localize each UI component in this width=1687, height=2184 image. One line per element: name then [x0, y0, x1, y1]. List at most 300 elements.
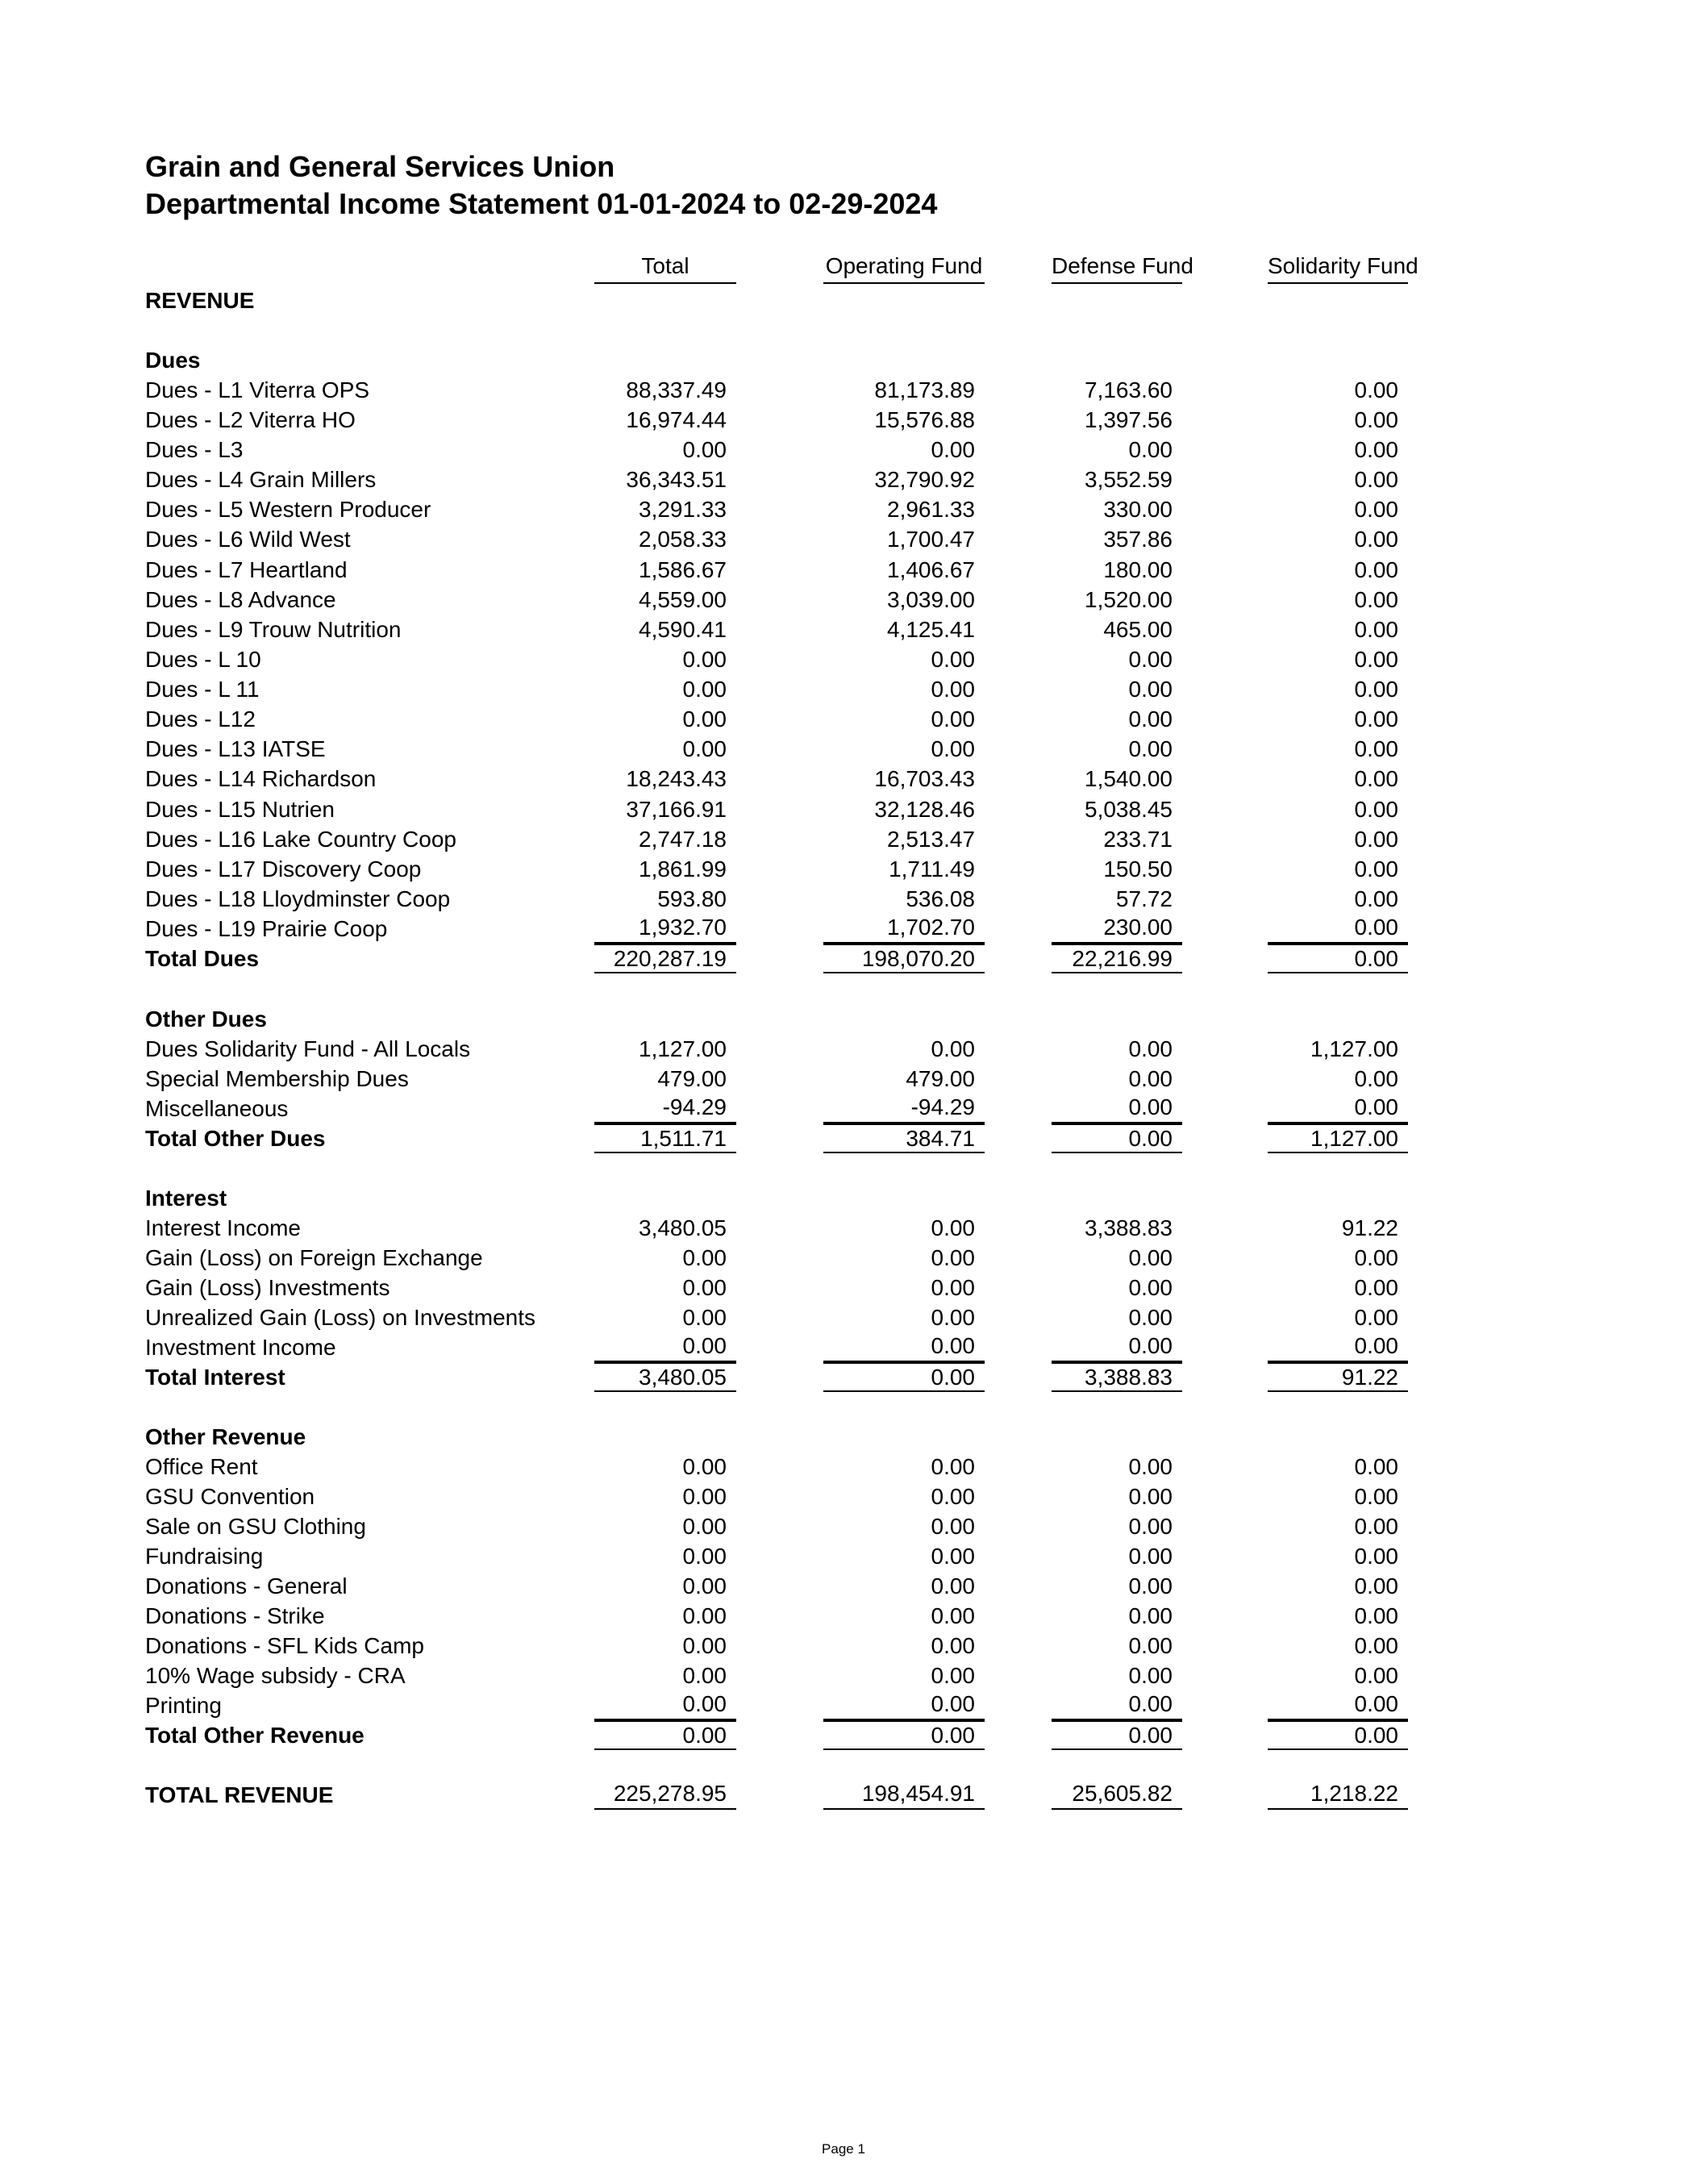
table-row [0, 1034, 1687, 1064]
cell-solidarity-fund [1268, 555, 1408, 585]
cell-value: 0.00 [1354, 557, 1398, 582]
table-row [0, 884, 1687, 914]
cell-value: 2,058.33 [639, 527, 727, 552]
cell-solidarity-fund [1268, 734, 1408, 764]
cell-value: 1,127.00 [639, 1036, 727, 1061]
cell-value: 0.00 [1354, 497, 1398, 522]
cell-value: 0.00 [1354, 1484, 1398, 1509]
cell-value: 3,291.33 [639, 497, 727, 522]
row-label: Dues - L3 [145, 437, 244, 462]
cell-defense-fund [1052, 1064, 1182, 1094]
cell-operating-fund [823, 405, 985, 435]
cell-defense-fund [1052, 644, 1182, 674]
cell-solidarity-fund [1268, 1452, 1408, 1482]
cell-value: 32,790.92 [874, 467, 975, 492]
row-label: REVENUE [145, 288, 255, 313]
cell-operating-fund [823, 1690, 985, 1720]
cell-operating-fund [823, 1273, 985, 1302]
cell-solidarity-fund [1268, 704, 1408, 734]
cell-value: 0.00 [1354, 1573, 1398, 1598]
cell-defense-fund [1052, 465, 1182, 494]
row-label: Dues - L 10 [145, 647, 261, 672]
cell-value: 0.00 [1354, 407, 1398, 432]
cell-value: 0.00 [1354, 617, 1398, 642]
cell-value: 3,480.05 [639, 1365, 727, 1390]
cell-operating-fund [823, 674, 985, 704]
row-label: 10% Wage subsidy - CRA [145, 1663, 406, 1688]
cell-total [594, 1452, 736, 1482]
cell-value: 0.00 [1354, 946, 1398, 971]
row-label: Total Other Dues [145, 1126, 326, 1151]
cell-value: 357.86 [1103, 527, 1173, 552]
cell-value: 0.00 [931, 1305, 975, 1330]
cell-solidarity-fund [1268, 824, 1408, 854]
cell-defense-fund [1052, 1690, 1182, 1720]
table-row [0, 1511, 1687, 1541]
cell-value: 88,337.49 [626, 377, 727, 402]
row-label: Dues - L4 Grain Millers [145, 467, 377, 492]
cell-value: 1,932.70 [639, 915, 727, 940]
cell-value: 0.00 [1354, 1066, 1398, 1091]
cell-value: 0.00 [1128, 1305, 1173, 1330]
table-row [0, 854, 1687, 884]
cell-total [594, 1780, 736, 1810]
cell-defense-fund [1052, 1332, 1182, 1362]
cell-value: 0.00 [1128, 1245, 1173, 1270]
cell-value: 233.71 [1103, 827, 1173, 852]
cell-total [594, 1123, 736, 1153]
cell-total [594, 1302, 736, 1332]
cell-defense-fund [1052, 1123, 1182, 1153]
cell-value: 0.00 [931, 1573, 975, 1598]
cell-value: 0.00 [1354, 1305, 1398, 1330]
cell-value: 0.00 [931, 1603, 975, 1628]
table-row [0, 1571, 1687, 1601]
cell-value: 1,218.22 [1310, 1781, 1398, 1806]
cell-value: 5,038.45 [1085, 797, 1173, 822]
row-label: Total Interest [145, 1365, 285, 1390]
cell-operating-fund [823, 644, 985, 674]
cell-value: 0.00 [1128, 1333, 1173, 1358]
cell-operating-fund [823, 1601, 985, 1631]
row-label: Dues - L7 Heartland [145, 557, 348, 582]
cell-solidarity-fund [1268, 1541, 1408, 1571]
cell-operating-fund [823, 1362, 985, 1392]
table-row [0, 1332, 1687, 1362]
row-label: Other Revenue [145, 1424, 306, 1449]
cell-value: 0.00 [931, 1365, 975, 1390]
cell-total [594, 1631, 736, 1661]
cell-operating-fund [823, 375, 985, 405]
cell-operating-fund [823, 1123, 985, 1153]
table-row [0, 794, 1687, 824]
cell-solidarity-fund [1268, 585, 1408, 615]
row-label: Gain (Loss) Investments [145, 1275, 390, 1300]
cell-defense-fund [1052, 435, 1182, 465]
cell-value: 0.00 [1354, 706, 1398, 731]
cell-value: 0.00 [931, 736, 975, 761]
cell-value: 1,586.67 [639, 557, 727, 582]
cell-value: 0.00 [1354, 827, 1398, 852]
cell-value: 0.00 [682, 1454, 727, 1479]
cell-solidarity-fund [1268, 794, 1408, 824]
row-label: TOTAL REVENUE [145, 1782, 334, 1807]
cell-solidarity-fund [1268, 674, 1408, 704]
table-row [0, 1243, 1687, 1273]
row-label: Dues - L18 Lloydminster Coop [145, 886, 451, 911]
cell-defense-fund [1052, 1601, 1182, 1631]
total-row [0, 1780, 1687, 1810]
cell-total [594, 435, 736, 465]
cell-defense-fund [1052, 524, 1182, 554]
report-subtitle: Departmental Income Statement 01-01-2024 to 02-29-2024 [145, 187, 938, 220]
cell-operating-fund [823, 1780, 985, 1810]
cell-defense-fund [1052, 854, 1182, 884]
cell-solidarity-fund [1268, 764, 1408, 794]
cell-value: 0.00 [931, 1245, 975, 1270]
cell-solidarity-fund [1268, 1273, 1408, 1302]
cell-value: 0.00 [682, 1544, 727, 1569]
table-row [0, 914, 1687, 944]
cell-solidarity-fund [1268, 1094, 1408, 1123]
cell-defense-fund [1052, 674, 1182, 704]
cell-value: 0.00 [931, 677, 975, 702]
cell-total [594, 1034, 736, 1064]
table-row [0, 1064, 1687, 1094]
column-header-operating-fund: Operating Fund [823, 253, 985, 284]
cell-value: 0.00 [1128, 1723, 1173, 1748]
table-row [0, 1452, 1687, 1482]
cell-solidarity-fund [1268, 1780, 1408, 1810]
row-label: Donations - Strike [145, 1603, 325, 1628]
cell-defense-fund [1052, 1571, 1182, 1601]
cell-total [594, 824, 736, 854]
cell-value: 0.00 [931, 437, 975, 462]
row-label: Dues - L13 IATSE [145, 736, 326, 761]
cell-value: 0.00 [682, 1691, 727, 1716]
row-label: Dues - L8 Advance [145, 587, 336, 612]
table-row [0, 1541, 1687, 1571]
cell-total [594, 1332, 736, 1362]
cell-total [594, 1541, 736, 1571]
row-label: Donations - SFL Kids Camp [145, 1633, 424, 1658]
cell-operating-fund [823, 794, 985, 824]
section-heading [0, 1422, 1687, 1452]
table-row [0, 704, 1687, 734]
cell-solidarity-fund [1268, 435, 1408, 465]
cell-value: 0.00 [1354, 677, 1398, 702]
cell-total [594, 1213, 736, 1243]
cell-operating-fund [823, 555, 985, 585]
cell-operating-fund [823, 1720, 985, 1750]
row-label: Gain (Loss) on Foreign Exchange [145, 1245, 483, 1270]
cell-operating-fund [823, 524, 985, 554]
cell-value: 0.00 [1354, 1691, 1398, 1716]
cell-total [594, 585, 736, 615]
cell-value: 0.00 [682, 1573, 727, 1598]
cell-value: 1,127.00 [1310, 1126, 1398, 1151]
cell-value: 0.00 [931, 706, 975, 731]
cell-total [594, 555, 736, 585]
cell-value: 0.00 [1354, 527, 1398, 552]
cell-operating-fund [823, 764, 985, 794]
cell-total [594, 734, 736, 764]
cell-value: 57.72 [1115, 886, 1173, 911]
cell-total [594, 944, 736, 973]
cell-value: 0.00 [1354, 886, 1398, 911]
row-label: Dues - L19 Prairie Coop [145, 916, 388, 941]
cell-operating-fund [823, 1064, 985, 1094]
cell-value: 0.00 [1128, 1036, 1173, 1061]
total-row [0, 1123, 1687, 1153]
cell-solidarity-fund [1268, 615, 1408, 644]
cell-solidarity-fund [1268, 1302, 1408, 1332]
cell-operating-fund [823, 944, 985, 973]
table-row [0, 1661, 1687, 1690]
row-label: Other Dues [145, 1007, 267, 1032]
cell-solidarity-fund [1268, 1362, 1408, 1392]
cell-value: 1,127.00 [1310, 1036, 1398, 1061]
cell-value: 1,520.00 [1085, 587, 1173, 612]
cell-defense-fund [1052, 1631, 1182, 1661]
cell-solidarity-fund [1268, 1213, 1408, 1243]
cell-value: -94.29 [662, 1094, 727, 1119]
cell-solidarity-fund [1268, 465, 1408, 494]
cell-value: 0.00 [1128, 706, 1173, 731]
cell-value: 384.71 [906, 1126, 975, 1151]
cell-value: 0.00 [682, 1514, 727, 1539]
cell-operating-fund [823, 1482, 985, 1511]
row-label: Investment Income [145, 1335, 336, 1360]
cell-operating-fund [823, 1452, 985, 1482]
cell-operating-fund [823, 1332, 985, 1362]
cell-solidarity-fund [1268, 524, 1408, 554]
cell-defense-fund [1052, 1541, 1182, 1571]
cell-operating-fund [823, 1661, 985, 1690]
cell-solidarity-fund [1268, 1690, 1408, 1720]
table-row [0, 824, 1687, 854]
cell-defense-fund [1052, 1661, 1182, 1690]
cell-value: 465.00 [1103, 617, 1173, 642]
cell-value: 1,700.47 [887, 527, 975, 552]
cell-value: 220,287.19 [613, 946, 727, 971]
cell-value: 0.00 [931, 1723, 975, 1748]
cell-solidarity-fund [1268, 1034, 1408, 1064]
cell-total [594, 615, 736, 644]
cell-total [594, 375, 736, 405]
cell-defense-fund [1052, 1034, 1182, 1064]
cell-total [594, 1362, 736, 1392]
cell-value: 1,861.99 [639, 857, 727, 882]
cell-operating-fund [823, 585, 985, 615]
cell-value: 0.00 [931, 1514, 975, 1539]
cell-total [594, 524, 736, 554]
cell-value: 0.00 [682, 677, 727, 702]
cell-value: 0.00 [682, 736, 727, 761]
cell-value: 0.00 [1354, 1544, 1398, 1569]
section-heading [0, 1183, 1687, 1213]
cell-defense-fund [1052, 1482, 1182, 1511]
cell-value: 81,173.89 [874, 377, 975, 402]
cell-value: 0.00 [1128, 1094, 1173, 1119]
cell-solidarity-fund [1268, 884, 1408, 914]
cell-value: 0.00 [1128, 736, 1173, 761]
row-label: Dues - L9 Trouw Nutrition [145, 617, 402, 642]
cell-value: 0.00 [1128, 677, 1173, 702]
table-row [0, 1690, 1687, 1720]
row-label: Dues - L6 Wild West [145, 527, 351, 552]
cell-value: 593.80 [657, 886, 727, 911]
cell-operating-fund [823, 1094, 985, 1123]
cell-value: 0.00 [931, 1215, 975, 1240]
cell-value: 1,711.49 [889, 857, 975, 882]
row-label: Printing [145, 1693, 222, 1718]
cell-defense-fund [1052, 375, 1182, 405]
cell-value: 0.00 [1354, 1663, 1398, 1688]
row-label: Total Dues [145, 946, 260, 971]
cell-value: 0.00 [682, 706, 727, 731]
row-label: Unrealized Gain (Loss) on Investments [145, 1305, 535, 1330]
cell-defense-fund [1052, 1273, 1182, 1302]
cell-defense-fund [1052, 944, 1182, 973]
cell-defense-fund [1052, 884, 1182, 914]
cell-value: 0.00 [1128, 437, 1173, 462]
cell-value: 225,278.95 [613, 1781, 727, 1806]
row-label: Donations - General [145, 1573, 348, 1598]
cell-defense-fund [1052, 555, 1182, 585]
cell-value: 0.00 [682, 1275, 727, 1300]
cell-value: 0.00 [1128, 1633, 1173, 1658]
cell-value: 0.00 [682, 1663, 727, 1688]
table-row [0, 674, 1687, 704]
cell-value: 0.00 [931, 1484, 975, 1509]
cell-value: 0.00 [682, 1603, 727, 1628]
cell-value: 4,559.00 [639, 587, 727, 612]
cell-value: 0.00 [682, 1245, 727, 1270]
cell-value: 150.50 [1103, 857, 1173, 882]
cell-value: 0.00 [1354, 437, 1398, 462]
row-label: Interest Income [145, 1215, 301, 1240]
cell-value: 2,961.33 [887, 497, 975, 522]
cell-value: 0.00 [931, 1454, 975, 1479]
cell-value: 180.00 [1103, 557, 1173, 582]
cell-value: 1,511.71 [640, 1126, 727, 1151]
cell-value: 3,388.83 [1085, 1365, 1173, 1390]
cell-operating-fund [823, 854, 985, 884]
cell-total [594, 1094, 736, 1123]
table-row [0, 435, 1687, 465]
table-row [0, 1273, 1687, 1302]
cell-defense-fund [1052, 794, 1182, 824]
cell-value: 0.00 [1128, 1663, 1173, 1688]
cell-value: 0.00 [1354, 797, 1398, 822]
cell-solidarity-fund [1268, 944, 1408, 973]
cell-solidarity-fund [1268, 1511, 1408, 1541]
cell-total [594, 1571, 736, 1601]
cell-value: -94.29 [910, 1094, 975, 1119]
cell-operating-fund [823, 1541, 985, 1571]
cell-value: 22,216.99 [1072, 946, 1173, 971]
cell-value: 0.00 [1354, 766, 1398, 791]
cell-value: 0.00 [1354, 1603, 1398, 1628]
cell-value: 0.00 [1128, 1275, 1173, 1300]
row-label: Dues - L14 Richardson [145, 766, 377, 791]
cell-value: 0.00 [1128, 1603, 1173, 1628]
cell-operating-fund [823, 1243, 985, 1273]
row-label: Dues Solidarity Fund - All Locals [145, 1036, 471, 1061]
cell-value: 0.00 [1354, 1723, 1398, 1748]
table-row [0, 524, 1687, 554]
total-row [0, 1720, 1687, 1750]
row-label: Dues - L5 Western Producer [145, 497, 431, 522]
total-row [0, 1362, 1687, 1392]
table-row [0, 465, 1687, 494]
cell-solidarity-fund [1268, 644, 1408, 674]
cell-operating-fund [823, 435, 985, 465]
column-header-total: Total [594, 253, 736, 284]
row-label: Miscellaneous [145, 1096, 289, 1121]
table-row [0, 1631, 1687, 1661]
cell-value: 0.00 [682, 647, 727, 672]
cell-value: 0.00 [1128, 1066, 1173, 1091]
cell-total [594, 794, 736, 824]
cell-operating-fund [823, 615, 985, 644]
cell-defense-fund [1052, 1362, 1182, 1392]
cell-defense-fund [1052, 914, 1182, 944]
cell-total [594, 1482, 736, 1511]
cell-defense-fund [1052, 1780, 1182, 1810]
cell-operating-fund [823, 1571, 985, 1601]
table-row [0, 1213, 1687, 1243]
cell-total [594, 1661, 736, 1690]
cell-total [594, 1720, 736, 1750]
cell-value: 3,039.00 [887, 587, 975, 612]
table-row [0, 764, 1687, 794]
cell-solidarity-fund [1268, 405, 1408, 435]
cell-solidarity-fund [1268, 1571, 1408, 1601]
cell-value: 0.00 [1354, 1245, 1398, 1270]
row-label: Dues - L15 Nutrien [145, 797, 335, 822]
cell-value: 0.00 [1354, 467, 1398, 492]
cell-value: 0.00 [682, 1633, 727, 1658]
row-label: Dues - L16 Lake Country Coop [145, 827, 456, 852]
cell-value: 0.00 [682, 1333, 727, 1358]
table-row [0, 615, 1687, 644]
cell-defense-fund [1052, 1720, 1182, 1750]
report-title: Grain and General Services Union [145, 150, 615, 183]
cell-defense-fund [1052, 734, 1182, 764]
cell-defense-fund [1052, 764, 1182, 794]
cell-solidarity-fund [1268, 914, 1408, 944]
cell-value: 32,128.46 [874, 797, 975, 822]
cell-value: 0.00 [1128, 1544, 1173, 1569]
cell-operating-fund [823, 465, 985, 494]
row-label: Interest [145, 1186, 227, 1211]
table-row [0, 585, 1687, 615]
cell-total [594, 674, 736, 704]
cell-value: 16,974.44 [626, 407, 727, 432]
cell-total [594, 405, 736, 435]
cell-value: 37,166.91 [626, 797, 727, 822]
cell-operating-fund [823, 1631, 985, 1661]
cell-solidarity-fund [1268, 494, 1408, 524]
section-heading [0, 345, 1687, 375]
column-header-defense-fund: Defense Fund [1052, 253, 1182, 284]
table-row [0, 375, 1687, 405]
cell-value: 0.00 [1128, 1573, 1173, 1598]
cell-value: 0.00 [931, 1633, 975, 1658]
column-header-solidarity-fund: Solidarity Fund [1268, 253, 1408, 284]
